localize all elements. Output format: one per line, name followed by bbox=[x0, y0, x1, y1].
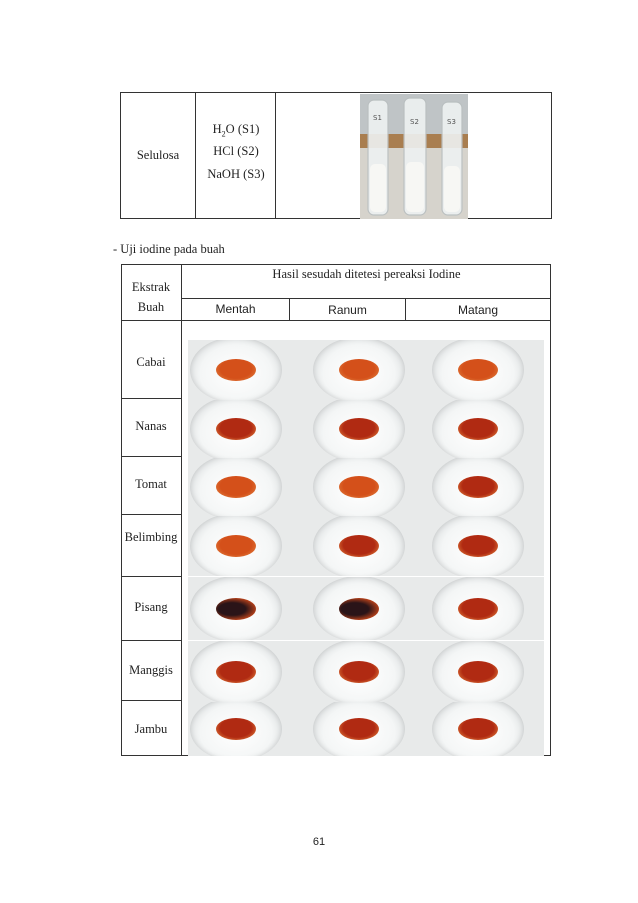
solvent-s2: HCl (S2) bbox=[213, 144, 259, 158]
material-cell bbox=[120, 92, 196, 219]
svg-text:S2: S2 bbox=[410, 118, 419, 126]
iodine-drop-manggis-ranum bbox=[339, 661, 379, 683]
well-nanas-mentah bbox=[190, 400, 282, 458]
well-pisang-ranum bbox=[313, 577, 405, 640]
iodine-drop-tomat-matang bbox=[458, 476, 498, 498]
iodine-drop-pisang-matang bbox=[458, 598, 498, 620]
well-cabai-matang bbox=[432, 340, 524, 400]
page-number: 61 bbox=[312, 836, 326, 848]
result-group-header: Hasil sesudah ditetesi pereaksi Iodine bbox=[272, 267, 461, 281]
fruit-label-pisang: Pisang bbox=[134, 600, 168, 614]
well-nanas-ranum bbox=[313, 400, 405, 458]
well-manggis-ranum bbox=[313, 641, 405, 702]
section-heading: - Uji iodine pada buah bbox=[113, 242, 225, 256]
iodine-drop-manggis-mentah bbox=[216, 661, 256, 683]
iodine-drop-jambu-matang bbox=[458, 718, 498, 740]
plate-strip-tomat bbox=[188, 458, 544, 516]
plate-strip-manggis bbox=[188, 641, 544, 702]
plate-strip-nanas bbox=[188, 400, 544, 458]
fruit-label-jambu: Jambu bbox=[134, 722, 168, 736]
well-jambu-ranum bbox=[313, 702, 405, 756]
well-tomat-mentah bbox=[190, 458, 282, 516]
material-label: Selulosa bbox=[136, 148, 180, 162]
svg-text:S3: S3 bbox=[447, 118, 456, 126]
solvent-s1: $H_2O$ (S1) bbox=[212, 122, 260, 139]
iodine-drop-nanas-mentah bbox=[216, 418, 256, 440]
iodine-drop-belimbing-matang bbox=[458, 535, 498, 557]
iodine-drop-pisang-ranum bbox=[339, 598, 379, 620]
cellulose-table bbox=[120, 92, 552, 221]
well-manggis-matang bbox=[432, 641, 524, 702]
fruit-label-manggis: Manggis bbox=[129, 663, 173, 677]
well-belimbing-mentah bbox=[190, 516, 282, 576]
well-pisang-matang bbox=[432, 577, 524, 640]
svg-text:S1: S1 bbox=[373, 114, 382, 122]
fruit-label-cabai: Cabai bbox=[136, 355, 166, 369]
iodine-drop-cabai-ranum bbox=[339, 359, 379, 381]
well-manggis-mentah bbox=[190, 641, 282, 702]
plate-strip-jambu bbox=[188, 702, 544, 756]
iodine-drop-cabai-mentah bbox=[216, 359, 256, 381]
well-tomat-ranum bbox=[313, 458, 405, 516]
iodine-drop-tomat-mentah bbox=[216, 476, 256, 498]
well-jambu-mentah bbox=[190, 702, 282, 756]
plate-strip-pisang bbox=[188, 577, 544, 640]
well-belimbing-matang bbox=[432, 516, 524, 576]
iodine-drop-belimbing-mentah bbox=[216, 535, 256, 557]
stage-header-mentah: Mentah bbox=[215, 302, 256, 316]
well-cabai-mentah bbox=[190, 340, 282, 400]
stage-header-matang: Matang bbox=[457, 303, 499, 317]
plate-strip-cabai bbox=[188, 340, 544, 400]
iodine-drop-belimbing-ranum bbox=[339, 535, 379, 557]
well-tomat-matang bbox=[432, 458, 524, 516]
extract-header: Ekstrak Buah bbox=[131, 280, 171, 314]
solvent-cell bbox=[195, 92, 276, 219]
iodine-drop-manggis-matang bbox=[458, 661, 498, 683]
fruit-label-nanas: Nanas bbox=[135, 419, 167, 433]
well-nanas-matang bbox=[432, 400, 524, 458]
iodine-drop-nanas-matang bbox=[458, 418, 498, 440]
stage-header-ranum: Ranum bbox=[328, 303, 367, 317]
well-cabai-ranum bbox=[313, 340, 405, 400]
fruit-label-belimbing: Belimbing bbox=[124, 530, 178, 544]
plate-strip-belimbing bbox=[188, 516, 544, 576]
iodine-drop-tomat-ranum bbox=[339, 476, 379, 498]
well-jambu-matang bbox=[432, 702, 524, 756]
fruit-label-tomat: Tomat bbox=[135, 477, 167, 491]
iodine-drop-jambu-ranum bbox=[339, 718, 379, 740]
iodine-drop-jambu-mentah bbox=[216, 718, 256, 740]
test-tubes-photo bbox=[360, 94, 468, 219]
iodine-drop-cabai-matang bbox=[458, 359, 498, 381]
iodine-drop-nanas-ranum bbox=[339, 418, 379, 440]
iodine-drop-pisang-mentah bbox=[216, 598, 256, 620]
well-pisang-mentah bbox=[190, 577, 282, 640]
well-belimbing-ranum bbox=[313, 516, 405, 576]
solvent-s3: NaOH (S3) bbox=[207, 167, 265, 181]
